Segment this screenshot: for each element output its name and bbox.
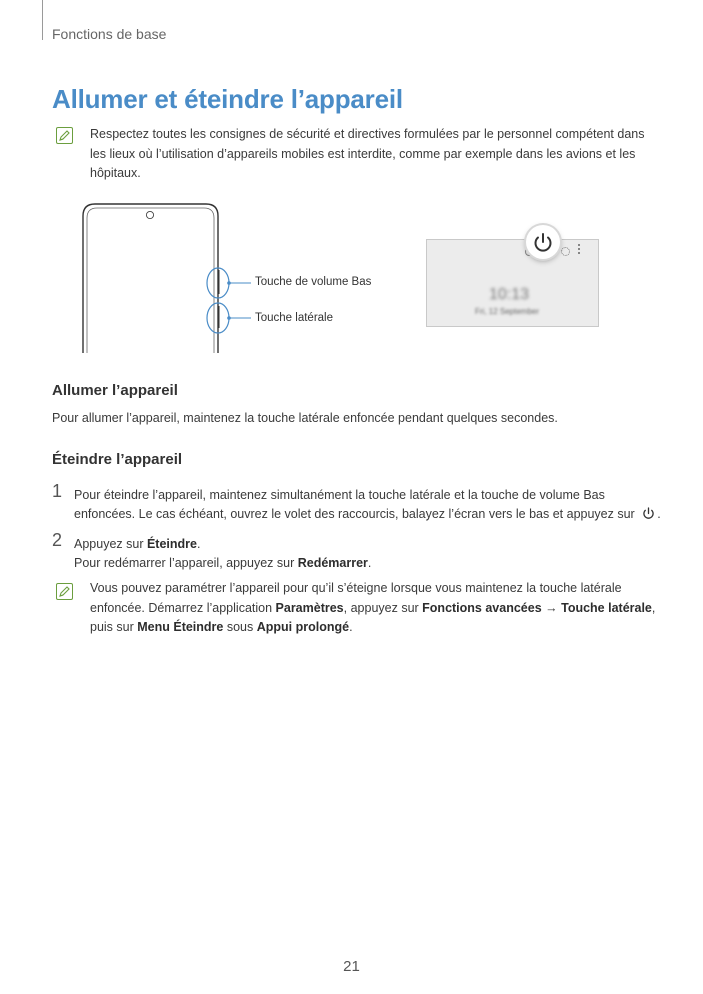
power-off-heading: Éteindre l’appareil (52, 451, 183, 468)
note-text: , (651, 600, 656, 615)
step-number: 1 (52, 481, 63, 501)
note-line: Vous pouvez paramétrer l’appareil pour qu’il s’éteigne lorsque vous maintenez la touche latérale (90, 581, 622, 595)
power-on-heading: Allumer l’appareil (52, 382, 178, 399)
power-icon (641, 506, 656, 521)
note-text: . (349, 620, 353, 634)
step-2-prefix: Appuyez sur (74, 537, 147, 551)
settings-app-name: Paramètres (275, 600, 344, 615)
step-1-line-end: . (657, 507, 661, 521)
restart-suffix: . (367, 556, 372, 570)
power-button-highlight (526, 225, 560, 259)
note-text: puis sur (90, 620, 138, 634)
power-off-option: Éteindre (146, 537, 197, 551)
side-key-menu: Touche latérale (561, 600, 652, 615)
press-and-hold-option: Appui prolongé (256, 620, 350, 634)
power-off-menu-option: Menu Éteindre (137, 620, 224, 634)
step-2-text (74, 535, 664, 573)
header-divider (42, 0, 43, 40)
step-1-text (74, 486, 664, 524)
note-text: sous (223, 620, 257, 634)
safety-note (90, 125, 660, 184)
step-number: 2 (52, 530, 63, 550)
restart-line (74, 554, 664, 573)
note-text: enfoncée. Démarrez l’application (90, 600, 276, 615)
step-2-line (74, 535, 664, 554)
restart-prefix: Pour redémarrer l’appareil, appuyez sur (74, 556, 298, 570)
safety-note-line: Respectez toutes les consignes de sécurité et directives formulées par le personnel compétent dans (90, 127, 645, 141)
step-2-suffix: . (196, 537, 201, 551)
arrow-separator: → (541, 600, 562, 615)
page-title: Allumer et éteindre l’appareil (52, 84, 403, 114)
safety-note-line: les lieux où l’utilisation d’appareils mobiles est interdite, comme par exemple dans les avions et les (90, 146, 636, 161)
volume-down-label: Touche de volume Bas (255, 276, 372, 288)
side-key-label: Touche latérale (255, 312, 333, 324)
side-key-note (90, 579, 660, 638)
power-icon (526, 225, 560, 259)
quick-panel-screenshot (426, 239, 599, 327)
note-icon (56, 127, 73, 144)
blurred-date: Fri, 12 September (475, 307, 540, 316)
note-line (90, 599, 660, 619)
note-line (90, 618, 660, 638)
note-text: , appuyez sur (343, 600, 423, 615)
settings-icon (561, 247, 570, 256)
step-1-line (74, 505, 664, 524)
blurred-time: 10:13 (489, 286, 530, 303)
step-1-line: Pour éteindre l’appareil, maintenez simultanément la touche latérale et la touche de volume Bas (74, 488, 605, 502)
section-header: Fonctions de base (52, 26, 167, 42)
safety-note-line: hôpitaux. (90, 166, 141, 180)
step-1-line-text: enfoncées. Le cas échéant, ouvrez le volet des raccourcis, balayez l’écran vers le bas et appuyez sur (74, 507, 635, 521)
page-number: 21 (343, 958, 360, 975)
restart-option: Redémarrer (297, 556, 368, 570)
note-icon (56, 583, 73, 600)
more-options-icon (577, 244, 581, 254)
power-on-text: Pour allumer l’appareil, maintenez la touche latérale enfoncée pendant quelques secondes. (52, 411, 558, 425)
advanced-features-menu: Fonctions avancées (422, 600, 542, 615)
